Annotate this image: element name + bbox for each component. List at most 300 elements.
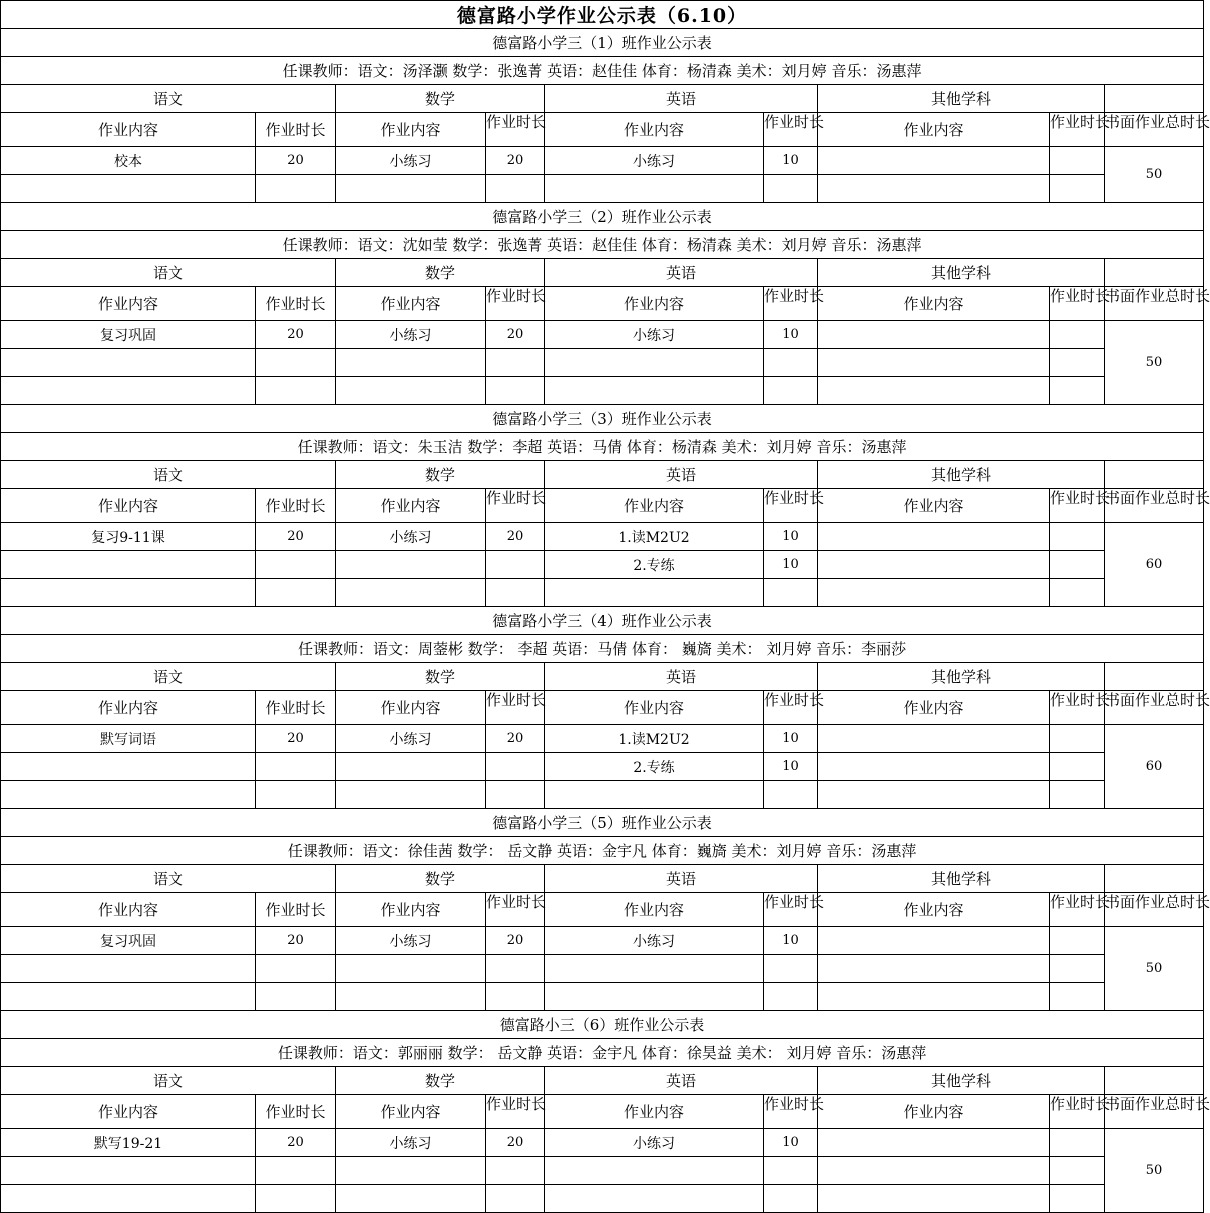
math-duration-header [486, 489, 545, 523]
subject-header-other: 其他学科 [818, 1067, 1105, 1095]
subject-header-math: 数学 [336, 259, 545, 287]
other-duration-cell [1050, 523, 1105, 551]
chinese-duration-header: 作业时长 [256, 489, 336, 523]
english-content-cell: 1.读M2U2 [545, 523, 764, 551]
subject-header-english: 英语 [545, 1067, 818, 1095]
table-row [1, 175, 1204, 203]
other-content-cell [818, 579, 1050, 607]
class-title: 德富路小学三（1）班作业公示表 [1, 29, 1204, 57]
subject-header-chinese: 语文 [1, 1067, 336, 1095]
chinese-content-cell [1, 781, 256, 809]
english-content-cell [545, 1185, 764, 1213]
other-duration-cell [1050, 175, 1105, 203]
english-content-cell: 2.专练 [545, 753, 764, 781]
other-duration-header-text: 作业时长 [1050, 286, 1111, 305]
subject-header-math: 数学 [336, 85, 545, 113]
chinese-duration-cell [256, 377, 336, 405]
table-row [1, 377, 1204, 405]
english-content-cell: 小练习 [545, 927, 764, 955]
math-duration-cell [486, 753, 545, 781]
subject-header-math: 数学 [336, 461, 545, 489]
total-time-cell: 50 [1105, 147, 1204, 203]
other-duration-header-text: 作业时长 [1050, 112, 1111, 131]
english-content-cell [545, 1157, 764, 1185]
math-duration-cell [486, 983, 545, 1011]
other-duration-header-text: 作业时长 [1050, 892, 1111, 911]
english-content-cell: 小练习 [545, 1129, 764, 1157]
total-time-header [1105, 112, 1210, 147]
english-duration-cell [764, 175, 818, 203]
other-duration-cell [1050, 781, 1105, 809]
subject-header-other: 其他学科 [818, 461, 1105, 489]
english-content-cell: 小练习 [545, 321, 764, 349]
english-content-header: 作业内容 [545, 893, 764, 927]
other-content-header: 作业内容 [818, 489, 1050, 523]
english-duration-cell [764, 781, 818, 809]
table-row [1, 147, 1204, 175]
subject-header-chinese: 语文 [1, 663, 336, 691]
class-title-row [1, 1011, 1204, 1039]
chinese-duration-cell: 20 [256, 321, 336, 349]
math-duration-cell [486, 551, 545, 579]
english-content-cell [545, 983, 764, 1011]
column-header-row [1, 489, 1204, 523]
chinese-duration-cell [256, 175, 336, 203]
other-content-header: 作业内容 [818, 113, 1050, 147]
table-row [1, 753, 1204, 781]
other-content-header: 作业内容 [818, 287, 1050, 321]
english-duration-header-text: 作业时长 [764, 488, 825, 507]
english-content-cell [545, 175, 764, 203]
table-row [1, 1129, 1204, 1157]
subject-header-chinese: 语文 [1, 259, 336, 287]
other-duration-header-text: 作业时长 [1050, 1094, 1111, 1113]
other-content-header: 作业内容 [818, 691, 1050, 725]
total-time-header-text: 书面作业总时长 [1105, 286, 1210, 305]
table-row [1, 523, 1204, 551]
english-duration-cell: 10 [764, 147, 818, 175]
other-content-header: 作业内容 [818, 1095, 1050, 1129]
other-duration-cell [1050, 321, 1105, 349]
math-duration-cell [486, 1157, 545, 1185]
english-duration-header [764, 892, 825, 927]
chinese-content-header: 作业内容 [1, 113, 256, 147]
math-duration-header [486, 287, 545, 321]
english-content-cell [545, 377, 764, 405]
class-title: 德富路小三（6）班作业公示表 [1, 1011, 1204, 1039]
english-duration-header [764, 690, 825, 725]
other-content-cell [818, 523, 1050, 551]
math-content-cell [336, 781, 486, 809]
subject-header-other: 其他学科 [818, 663, 1105, 691]
subject-header-english: 英语 [545, 259, 818, 287]
math-content-cell [336, 551, 486, 579]
math-duration-header [486, 1095, 545, 1129]
total-time-cell: 50 [1105, 1129, 1204, 1213]
total-time-header [1105, 286, 1210, 321]
subject-header-row [1, 865, 1204, 893]
teachers-row [1, 837, 1204, 865]
english-duration-header [764, 1094, 825, 1129]
chinese-duration-cell [256, 983, 336, 1011]
class-title: 德富路小学三（5）班作业公示表 [1, 809, 1204, 837]
chinese-duration-cell [256, 781, 336, 809]
teachers-line: 任课教师：语文：徐佳茜 数学： 岳文静 英语：金宇凡 体育：巍旖 美术：刘月婷 音乐：汤惠萍 [1, 837, 1204, 865]
total-time-header [1105, 488, 1210, 523]
chinese-content-cell: 默写19-21 [1, 1129, 256, 1157]
table-row [1, 1157, 1204, 1185]
english-duration-cell [764, 1185, 818, 1213]
math-content-cell [336, 377, 486, 405]
math-duration-header-text: 作业时长 [486, 112, 547, 131]
table-row [1, 579, 1204, 607]
math-duration-cell: 20 [486, 321, 545, 349]
other-duration-cell [1050, 1185, 1105, 1213]
chinese-duration-cell [256, 349, 336, 377]
total-time-header-text: 书面作业总时长 [1105, 892, 1210, 911]
other-duration-cell [1050, 1129, 1105, 1157]
table-row [1, 1185, 1204, 1213]
math-content-cell: 小练习 [336, 1129, 486, 1157]
other-content-cell [818, 175, 1050, 203]
math-content-cell [336, 955, 486, 983]
subject-header-blank [1105, 85, 1204, 113]
english-content-cell: 1.读M2U2 [545, 725, 764, 753]
english-duration-cell: 10 [764, 1129, 818, 1157]
other-content-cell [818, 1157, 1050, 1185]
class-title: 德富路小学三（4）班作业公示表 [1, 607, 1204, 635]
math-content-header: 作业内容 [336, 691, 486, 725]
other-content-cell [818, 349, 1050, 377]
teachers-row [1, 1039, 1204, 1067]
english-duration-cell: 10 [764, 321, 818, 349]
subject-header-other: 其他学科 [818, 85, 1105, 113]
english-content-cell [545, 781, 764, 809]
math-duration-cell: 20 [486, 927, 545, 955]
subject-header-chinese: 语文 [1, 461, 336, 489]
other-content-cell [818, 955, 1050, 983]
english-duration-cell [764, 349, 818, 377]
english-duration-header-text: 作业时长 [764, 690, 825, 709]
other-duration-header [1050, 1094, 1111, 1129]
other-duration-cell [1050, 927, 1105, 955]
english-duration-cell [764, 377, 818, 405]
table-row [1, 321, 1204, 349]
english-duration-cell: 10 [764, 725, 818, 753]
table-row [1, 349, 1204, 377]
column-header-row [1, 1095, 1204, 1129]
other-duration-header [1050, 690, 1111, 725]
subject-header-row [1, 461, 1204, 489]
chinese-content-cell [1, 579, 256, 607]
math-duration-header [486, 113, 545, 147]
other-duration-header [1050, 488, 1111, 523]
teachers-line: 任课教师：语文：周蓥彬 数学： 李超 英语：马倩 体育： 巍旖 美术： 刘月婷 音乐：李丽莎 [1, 635, 1204, 663]
table-row [1, 725, 1204, 753]
teachers-row [1, 433, 1204, 461]
subject-header-other: 其他学科 [818, 259, 1105, 287]
table-row [1, 781, 1204, 809]
math-content-cell [336, 1185, 486, 1213]
other-duration-cell [1050, 753, 1105, 781]
total-time-header-text: 书面作业总时长 [1105, 690, 1210, 709]
total-time-header [1105, 690, 1210, 725]
other-duration-cell [1050, 983, 1105, 1011]
other-duration-header [1050, 286, 1111, 321]
chinese-content-cell: 复习9-11课 [1, 523, 256, 551]
math-content-cell: 小练习 [336, 147, 486, 175]
other-content-cell [818, 781, 1050, 809]
math-content-header: 作业内容 [336, 893, 486, 927]
subject-header-math: 数学 [336, 1067, 545, 1095]
math-duration-cell [486, 377, 545, 405]
subject-header-english: 英语 [545, 85, 818, 113]
subject-header-math: 数学 [336, 663, 545, 691]
other-content-cell [818, 1129, 1050, 1157]
other-content-cell [818, 725, 1050, 753]
subject-header-row [1, 1067, 1204, 1095]
column-header-row [1, 691, 1204, 725]
subject-header-other: 其他学科 [818, 865, 1105, 893]
english-content-cell: 2.专练 [545, 551, 764, 579]
math-content-cell [336, 983, 486, 1011]
math-content-cell: 小练习 [336, 523, 486, 551]
english-duration-cell: 10 [764, 927, 818, 955]
chinese-duration-cell: 20 [256, 523, 336, 551]
chinese-content-header: 作业内容 [1, 1095, 256, 1129]
english-duration-cell: 10 [764, 551, 818, 579]
math-duration-cell [486, 579, 545, 607]
english-content-header: 作业内容 [545, 287, 764, 321]
subject-header-chinese: 语文 [1, 865, 336, 893]
other-duration-cell [1050, 725, 1105, 753]
math-duration-header-text: 作业时长 [486, 1094, 547, 1113]
total-time-cell: 50 [1105, 927, 1204, 1011]
chinese-duration-cell [256, 579, 336, 607]
math-duration-header-text: 作业时长 [486, 488, 547, 507]
table-row [1, 955, 1204, 983]
chinese-content-cell [1, 955, 256, 983]
chinese-content-header: 作业内容 [1, 691, 256, 725]
subject-header-row [1, 259, 1204, 287]
teachers-line: 任课教师：语文：汤泽灏 数学：张逸菁 英语：赵佳佳 体育：杨清森 美术：刘月婷 音乐：汤惠萍 [1, 57, 1204, 85]
chinese-content-cell [1, 175, 256, 203]
other-content-cell [818, 321, 1050, 349]
chinese-duration-header: 作业时长 [256, 893, 336, 927]
chinese-duration-cell [256, 551, 336, 579]
chinese-content-cell [1, 753, 256, 781]
english-duration-cell [764, 983, 818, 1011]
english-content-header: 作业内容 [545, 489, 764, 523]
math-duration-cell: 20 [486, 523, 545, 551]
column-header-row [1, 893, 1204, 927]
english-content-cell [545, 349, 764, 377]
math-duration-header-text: 作业时长 [486, 690, 547, 709]
math-duration-header [486, 893, 545, 927]
column-header-row [1, 287, 1204, 321]
chinese-content-cell [1, 983, 256, 1011]
chinese-content-cell: 复习巩固 [1, 927, 256, 955]
other-duration-cell [1050, 1157, 1105, 1185]
other-duration-header-text: 作业时长 [1050, 690, 1111, 709]
total-time-header-text: 书面作业总时长 [1105, 488, 1210, 507]
table-row [1, 927, 1204, 955]
subject-header-math: 数学 [336, 865, 545, 893]
chinese-content-cell [1, 551, 256, 579]
total-time-header [1105, 1094, 1210, 1129]
math-duration-cell [486, 781, 545, 809]
english-duration-header-text: 作业时长 [764, 892, 825, 911]
math-content-cell: 小练习 [336, 927, 486, 955]
math-duration-cell: 20 [486, 725, 545, 753]
total-time-cell: 60 [1105, 523, 1204, 607]
other-content-cell [818, 1185, 1050, 1213]
math-content-cell [336, 349, 486, 377]
teachers-row [1, 231, 1204, 259]
english-duration-header [764, 286, 825, 321]
chinese-content-header: 作业内容 [1, 893, 256, 927]
chinese-duration-cell [256, 955, 336, 983]
other-duration-cell [1050, 377, 1105, 405]
math-duration-cell [486, 175, 545, 203]
chinese-duration-cell [256, 1157, 336, 1185]
chinese-duration-cell: 20 [256, 725, 336, 753]
class-title-row [1, 607, 1204, 635]
math-content-cell: 小练习 [336, 725, 486, 753]
chinese-duration-cell [256, 1185, 336, 1213]
math-content-header: 作业内容 [336, 489, 486, 523]
english-duration-cell: 10 [764, 753, 818, 781]
math-content-cell: 小练习 [336, 321, 486, 349]
english-duration-header [764, 112, 825, 147]
english-content-cell: 小练习 [545, 147, 764, 175]
chinese-duration-header: 作业时长 [256, 113, 336, 147]
subject-header-row [1, 663, 1204, 691]
chinese-duration-header: 作业时长 [256, 287, 336, 321]
other-content-cell [818, 753, 1050, 781]
english-duration-cell [764, 955, 818, 983]
chinese-content-cell [1, 1185, 256, 1213]
english-content-header: 作业内容 [545, 1095, 764, 1129]
math-content-header: 作业内容 [336, 1095, 486, 1129]
class-title-row [1, 203, 1204, 231]
chinese-duration-cell: 20 [256, 1129, 336, 1157]
math-duration-header [486, 691, 545, 725]
other-duration-cell [1050, 551, 1105, 579]
other-content-cell [818, 147, 1050, 175]
english-duration-cell [764, 579, 818, 607]
page-title: 德富路小学作业公示表（6.10） [1, 1, 1204, 29]
math-content-header: 作业内容 [336, 113, 486, 147]
other-duration-cell [1050, 147, 1105, 175]
english-content-cell [545, 579, 764, 607]
chinese-duration-cell: 20 [256, 927, 336, 955]
chinese-content-header: 作业内容 [1, 489, 256, 523]
other-duration-header [1050, 892, 1111, 927]
class-title-row [1, 29, 1204, 57]
subject-header-english: 英语 [545, 865, 818, 893]
teachers-row [1, 635, 1204, 663]
chinese-duration-cell [256, 753, 336, 781]
english-content-header: 作业内容 [545, 113, 764, 147]
column-header-row [1, 113, 1204, 147]
other-content-cell [818, 983, 1050, 1011]
subject-header-blank [1105, 259, 1204, 287]
english-content-cell [545, 955, 764, 983]
other-duration-header [1050, 112, 1111, 147]
math-duration-header-text: 作业时长 [486, 286, 547, 305]
math-content-cell [336, 579, 486, 607]
chinese-content-cell: 默写词语 [1, 725, 256, 753]
chinese-duration-cell: 20 [256, 147, 336, 175]
total-time-header [1105, 892, 1210, 927]
chinese-content-cell: 校本 [1, 147, 256, 175]
teachers-line: 任课教师：语文：郭丽丽 数学： 岳文静 英语：金宇凡 体育：徐昊益 美术： 刘月婷 音乐：汤惠萍 [1, 1039, 1204, 1067]
math-duration-cell: 20 [486, 1129, 545, 1157]
table-row [1, 551, 1204, 579]
english-duration-header-text: 作业时长 [764, 1094, 825, 1113]
other-content-header: 作业内容 [818, 893, 1050, 927]
math-duration-cell [486, 1185, 545, 1213]
teachers-line: 任课教师：语文：沈如莹 数学：张逸菁 英语：赵佳佳 体育：杨清森 美术：刘月婷 音乐：汤惠萍 [1, 231, 1204, 259]
chinese-content-cell [1, 377, 256, 405]
table-row [1, 983, 1204, 1011]
subject-header-english: 英语 [545, 663, 818, 691]
chinese-content-cell: 复习巩固 [1, 321, 256, 349]
total-time-cell: 60 [1105, 725, 1204, 809]
english-duration-header-text: 作业时长 [764, 112, 825, 131]
subject-header-chinese: 语文 [1, 85, 336, 113]
chinese-content-cell [1, 1157, 256, 1185]
other-duration-cell [1050, 955, 1105, 983]
math-duration-cell [486, 349, 545, 377]
class-title: 德富路小学三（2）班作业公示表 [1, 203, 1204, 231]
total-time-header-text: 书面作业总时长 [1105, 1094, 1210, 1113]
other-duration-cell [1050, 349, 1105, 377]
math-duration-header-text: 作业时长 [486, 892, 547, 911]
math-content-cell [336, 1157, 486, 1185]
chinese-duration-header: 作业时长 [256, 691, 336, 725]
other-content-cell [818, 927, 1050, 955]
other-content-cell [818, 377, 1050, 405]
math-duration-cell: 20 [486, 147, 545, 175]
teachers-row [1, 57, 1204, 85]
other-duration-cell [1050, 579, 1105, 607]
math-duration-cell [486, 955, 545, 983]
english-duration-header [764, 488, 825, 523]
math-content-cell [336, 175, 486, 203]
class-title-row [1, 809, 1204, 837]
subject-header-english: 英语 [545, 461, 818, 489]
subject-header-blank [1105, 663, 1204, 691]
class-title-row [1, 405, 1204, 433]
chinese-content-header: 作业内容 [1, 287, 256, 321]
class-title: 德富路小学三（3）班作业公示表 [1, 405, 1204, 433]
total-time-cell: 50 [1105, 321, 1204, 405]
english-duration-cell: 10 [764, 523, 818, 551]
other-duration-header-text: 作业时长 [1050, 488, 1111, 507]
total-time-header-text: 书面作业总时长 [1105, 112, 1210, 131]
subject-header-blank [1105, 461, 1204, 489]
subject-header-blank [1105, 1067, 1204, 1095]
subject-header-blank [1105, 865, 1204, 893]
math-content-header: 作业内容 [336, 287, 486, 321]
english-duration-header-text: 作业时长 [764, 286, 825, 305]
english-content-header: 作业内容 [545, 691, 764, 725]
chinese-content-cell [1, 349, 256, 377]
math-content-cell [336, 753, 486, 781]
chinese-duration-header: 作业时长 [256, 1095, 336, 1129]
